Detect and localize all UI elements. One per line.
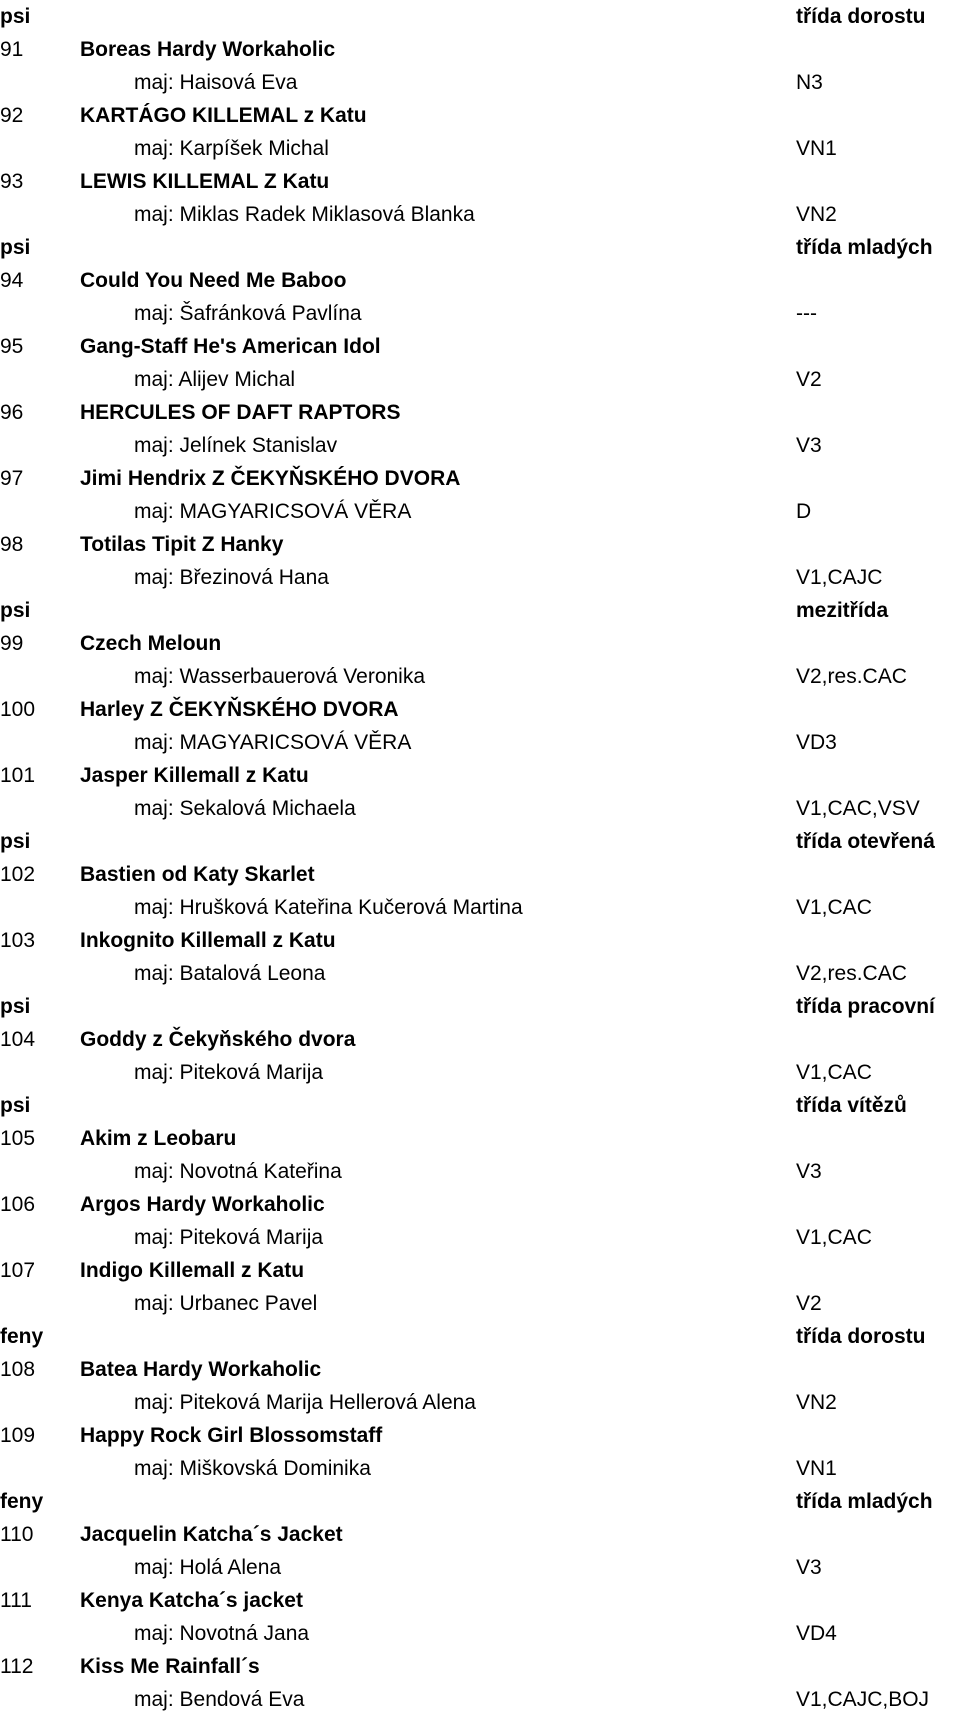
dog-name: Akim z Leobaru <box>80 1127 237 1150</box>
entry-number: 101 <box>0 764 36 787</box>
entry-number: 92 <box>0 104 24 127</box>
grade: V2,res.CAC <box>796 962 907 985</box>
class-name: třída dorostu <box>796 5 926 28</box>
grade: V1,CAC,VSV <box>796 797 920 820</box>
dog-name: Goddy z Čekyňského dvora <box>80 1028 356 1051</box>
dog-name: Harley Z ČEKYŇSKÉHO DVORA <box>80 698 399 721</box>
dog-name: Gang-Staff He's American Idol <box>80 335 381 358</box>
owner-name: maj: Piteková Marija <box>134 1061 324 1084</box>
entry-row <box>0 1122 960 1155</box>
owner-name: maj: Haisová Eva <box>134 71 298 94</box>
dog-name: Totilas Tipit Z Hanky <box>80 533 284 556</box>
entry-row <box>0 924 960 957</box>
owner-name: maj: Batalová Leona <box>134 962 326 985</box>
class-header-row <box>0 1320 960 1353</box>
owner-row <box>0 495 960 528</box>
class-header-row <box>0 990 960 1023</box>
owner-name: maj: Miklas Radek Miklasová Blanka <box>134 203 475 226</box>
grade: VN1 <box>796 1457 837 1480</box>
entry-number: 108 <box>0 1358 36 1381</box>
class-name: třída vítězů <box>796 1094 907 1117</box>
owner-name: maj: Jelínek Stanislav <box>134 434 338 457</box>
dog-name: Argos Hardy Workaholic <box>80 1193 325 1216</box>
class-header-row <box>0 1485 960 1518</box>
owner-name: maj: Novotná Jana <box>134 1622 310 1645</box>
dog-name: Boreas Hardy Workaholic <box>80 38 336 61</box>
entry-number: 103 <box>0 929 36 952</box>
sex-label: psi <box>0 599 31 622</box>
grade: V3 <box>796 1556 822 1579</box>
grade: V2 <box>796 368 822 391</box>
dog-name: Could You Need Me Baboo <box>80 269 347 292</box>
grade: N3 <box>796 71 823 94</box>
owner-row <box>0 1551 960 1584</box>
owner-name: maj: MAGYARICSOVÁ VĚRA <box>134 500 412 523</box>
owner-name: maj: Holá Alena <box>134 1556 282 1579</box>
entry-row <box>0 264 960 297</box>
entry-number: 94 <box>0 269 24 292</box>
entry-number: 102 <box>0 863 36 886</box>
entry-number: 106 <box>0 1193 36 1216</box>
owner-name: maj: MAGYARICSOVÁ VĚRA <box>134 731 412 754</box>
entry-number: 97 <box>0 467 24 490</box>
entry-number: 111 <box>0 1589 32 1612</box>
owner-row <box>0 1221 960 1254</box>
class-name: třída dorostu <box>796 1325 926 1348</box>
owner-row <box>0 1386 960 1419</box>
class-name: mezitřída <box>796 599 889 622</box>
grade: V3 <box>796 1160 822 1183</box>
entry-row <box>0 693 960 726</box>
class-header-row <box>0 1089 960 1122</box>
grade: VN2 <box>796 203 837 226</box>
grade: V1,CAC <box>796 1226 872 1249</box>
owner-name: maj: Karpíšek Michal <box>134 137 329 160</box>
entry-row <box>0 858 960 891</box>
entry-row <box>0 1254 960 1287</box>
dog-name: Bastien od Katy Skarlet <box>80 863 315 886</box>
class-header-row <box>0 0 960 33</box>
entry-number: 107 <box>0 1259 36 1282</box>
entry-number: 104 <box>0 1028 36 1051</box>
owner-name: maj: Sekalová Michaela <box>134 797 356 820</box>
class-name: třída otevřená <box>796 830 935 853</box>
owner-name: maj: Piteková Marija <box>134 1226 324 1249</box>
dog-name: Happy Rock Girl Blossomstaff <box>80 1424 383 1447</box>
entry-number: 98 <box>0 533 24 556</box>
class-name: třída mladých <box>796 236 933 259</box>
entry-row <box>0 462 960 495</box>
entry-row <box>0 627 960 660</box>
owner-name: maj: Miškovská Dominika <box>134 1457 371 1480</box>
entry-row <box>0 165 960 198</box>
grade: VN1 <box>796 137 837 160</box>
owner-name: maj: Březinová Hana <box>134 566 329 589</box>
entry-row <box>0 759 960 792</box>
entry-number: 93 <box>0 170 24 193</box>
owner-row <box>0 792 960 825</box>
sex-label: psi <box>0 995 31 1018</box>
grade: VD4 <box>796 1622 837 1645</box>
entry-row <box>0 1650 960 1683</box>
grade: V1,CAC <box>796 1061 872 1084</box>
owner-row <box>0 132 960 165</box>
entry-number: 91 <box>0 38 24 61</box>
owner-row <box>0 1155 960 1188</box>
grade: VN2 <box>796 1391 837 1414</box>
dog-name: Jacquelin Katcha´s Jacket <box>80 1523 343 1546</box>
entry-number: 96 <box>0 401 24 424</box>
entry-row <box>0 1518 960 1551</box>
dog-name: HERCULES OF DAFT RAPTORS <box>80 401 401 424</box>
entry-number: 110 <box>0 1523 34 1546</box>
entry-row <box>0 1023 960 1056</box>
sex-label: psi <box>0 830 31 853</box>
dog-name: Kiss Me Rainfall´s <box>80 1655 260 1678</box>
sex-label: psi <box>0 5 31 28</box>
dog-name: Inkognito Killemall z Katu <box>80 929 336 952</box>
owner-name: maj: Alijev Michal <box>134 368 296 391</box>
dog-name: LEWIS KILLEMAL Z Katu <box>80 170 330 193</box>
class-header-row <box>0 825 960 858</box>
grade: V1,CAJC <box>796 566 883 589</box>
entry-row <box>0 99 960 132</box>
grade: V2,res.CAC <box>796 665 907 688</box>
entry-number: 95 <box>0 335 24 358</box>
owner-name: maj: Novotná Kateřina <box>134 1160 342 1183</box>
dog-name: Jimi Hendrix Z ČEKYŇSKÉHO DVORA <box>80 467 461 490</box>
owner-name: maj: Wasserbauerová Veronika <box>134 665 426 688</box>
entry-row <box>0 528 960 561</box>
owner-row <box>0 957 960 990</box>
sex-label: feny <box>0 1325 44 1348</box>
owner-name: maj: Šafránková Pavlína <box>134 302 362 325</box>
class-header-row <box>0 594 960 627</box>
owner-row <box>0 297 960 330</box>
entry-number: 99 <box>0 632 24 655</box>
entry-row <box>0 1353 960 1386</box>
entry-row <box>0 1419 960 1452</box>
dog-name: KARTÁGO KILLEMAL z Katu <box>80 104 367 127</box>
owner-name: maj: Bendová Eva <box>134 1688 305 1711</box>
owner-row <box>0 1287 960 1320</box>
sex-label: psi <box>0 236 31 259</box>
entry-row <box>0 1584 960 1617</box>
grade: VD3 <box>796 731 837 754</box>
entry-row <box>0 396 960 429</box>
owner-row <box>0 363 960 396</box>
class-name: třída mladých <box>796 1490 933 1513</box>
grade: D <box>796 500 812 523</box>
owner-row <box>0 198 960 231</box>
owner-row <box>0 1452 960 1485</box>
owner-name: maj: Piteková Marija Hellerová Alena <box>134 1391 476 1414</box>
entry-row <box>0 1188 960 1221</box>
owner-row <box>0 66 960 99</box>
owner-row <box>0 1683 960 1716</box>
dog-name: Kenya Katcha´s jacket <box>80 1589 303 1612</box>
entry-number: 112 <box>0 1655 34 1678</box>
dog-name: Czech Meloun <box>80 632 222 655</box>
owner-row <box>0 891 960 924</box>
owner-row <box>0 1617 960 1650</box>
entry-number: 109 <box>0 1424 36 1447</box>
sex-label: psi <box>0 1094 31 1117</box>
sex-label: feny <box>0 1490 44 1513</box>
entry-row <box>0 33 960 66</box>
owner-row <box>0 660 960 693</box>
grade: V1,CAC <box>796 896 872 919</box>
grade: V1,CAJC,BOJ <box>796 1688 930 1711</box>
entry-number: 100 <box>0 698 36 721</box>
owner-name: maj: Hrušková Kateřina Kučerová Martina <box>134 896 523 919</box>
dog-name: Batea Hardy Workaholic <box>80 1358 322 1381</box>
class-name: třída pracovní <box>796 995 935 1018</box>
owner-row <box>0 561 960 594</box>
owner-row <box>0 429 960 462</box>
dog-name: Jasper Killemall z Katu <box>80 764 309 787</box>
grade: --- <box>796 302 817 325</box>
entry-number: 105 <box>0 1127 36 1150</box>
grade: V2 <box>796 1292 822 1315</box>
dog-name: Indigo Killemall z Katu <box>80 1259 305 1282</box>
owner-row <box>0 1056 960 1089</box>
owner-row <box>0 726 960 759</box>
class-header-row <box>0 231 960 264</box>
grade: V3 <box>796 434 822 457</box>
entry-row <box>0 330 960 363</box>
owner-name: maj: Urbanec Pavel <box>134 1292 318 1315</box>
